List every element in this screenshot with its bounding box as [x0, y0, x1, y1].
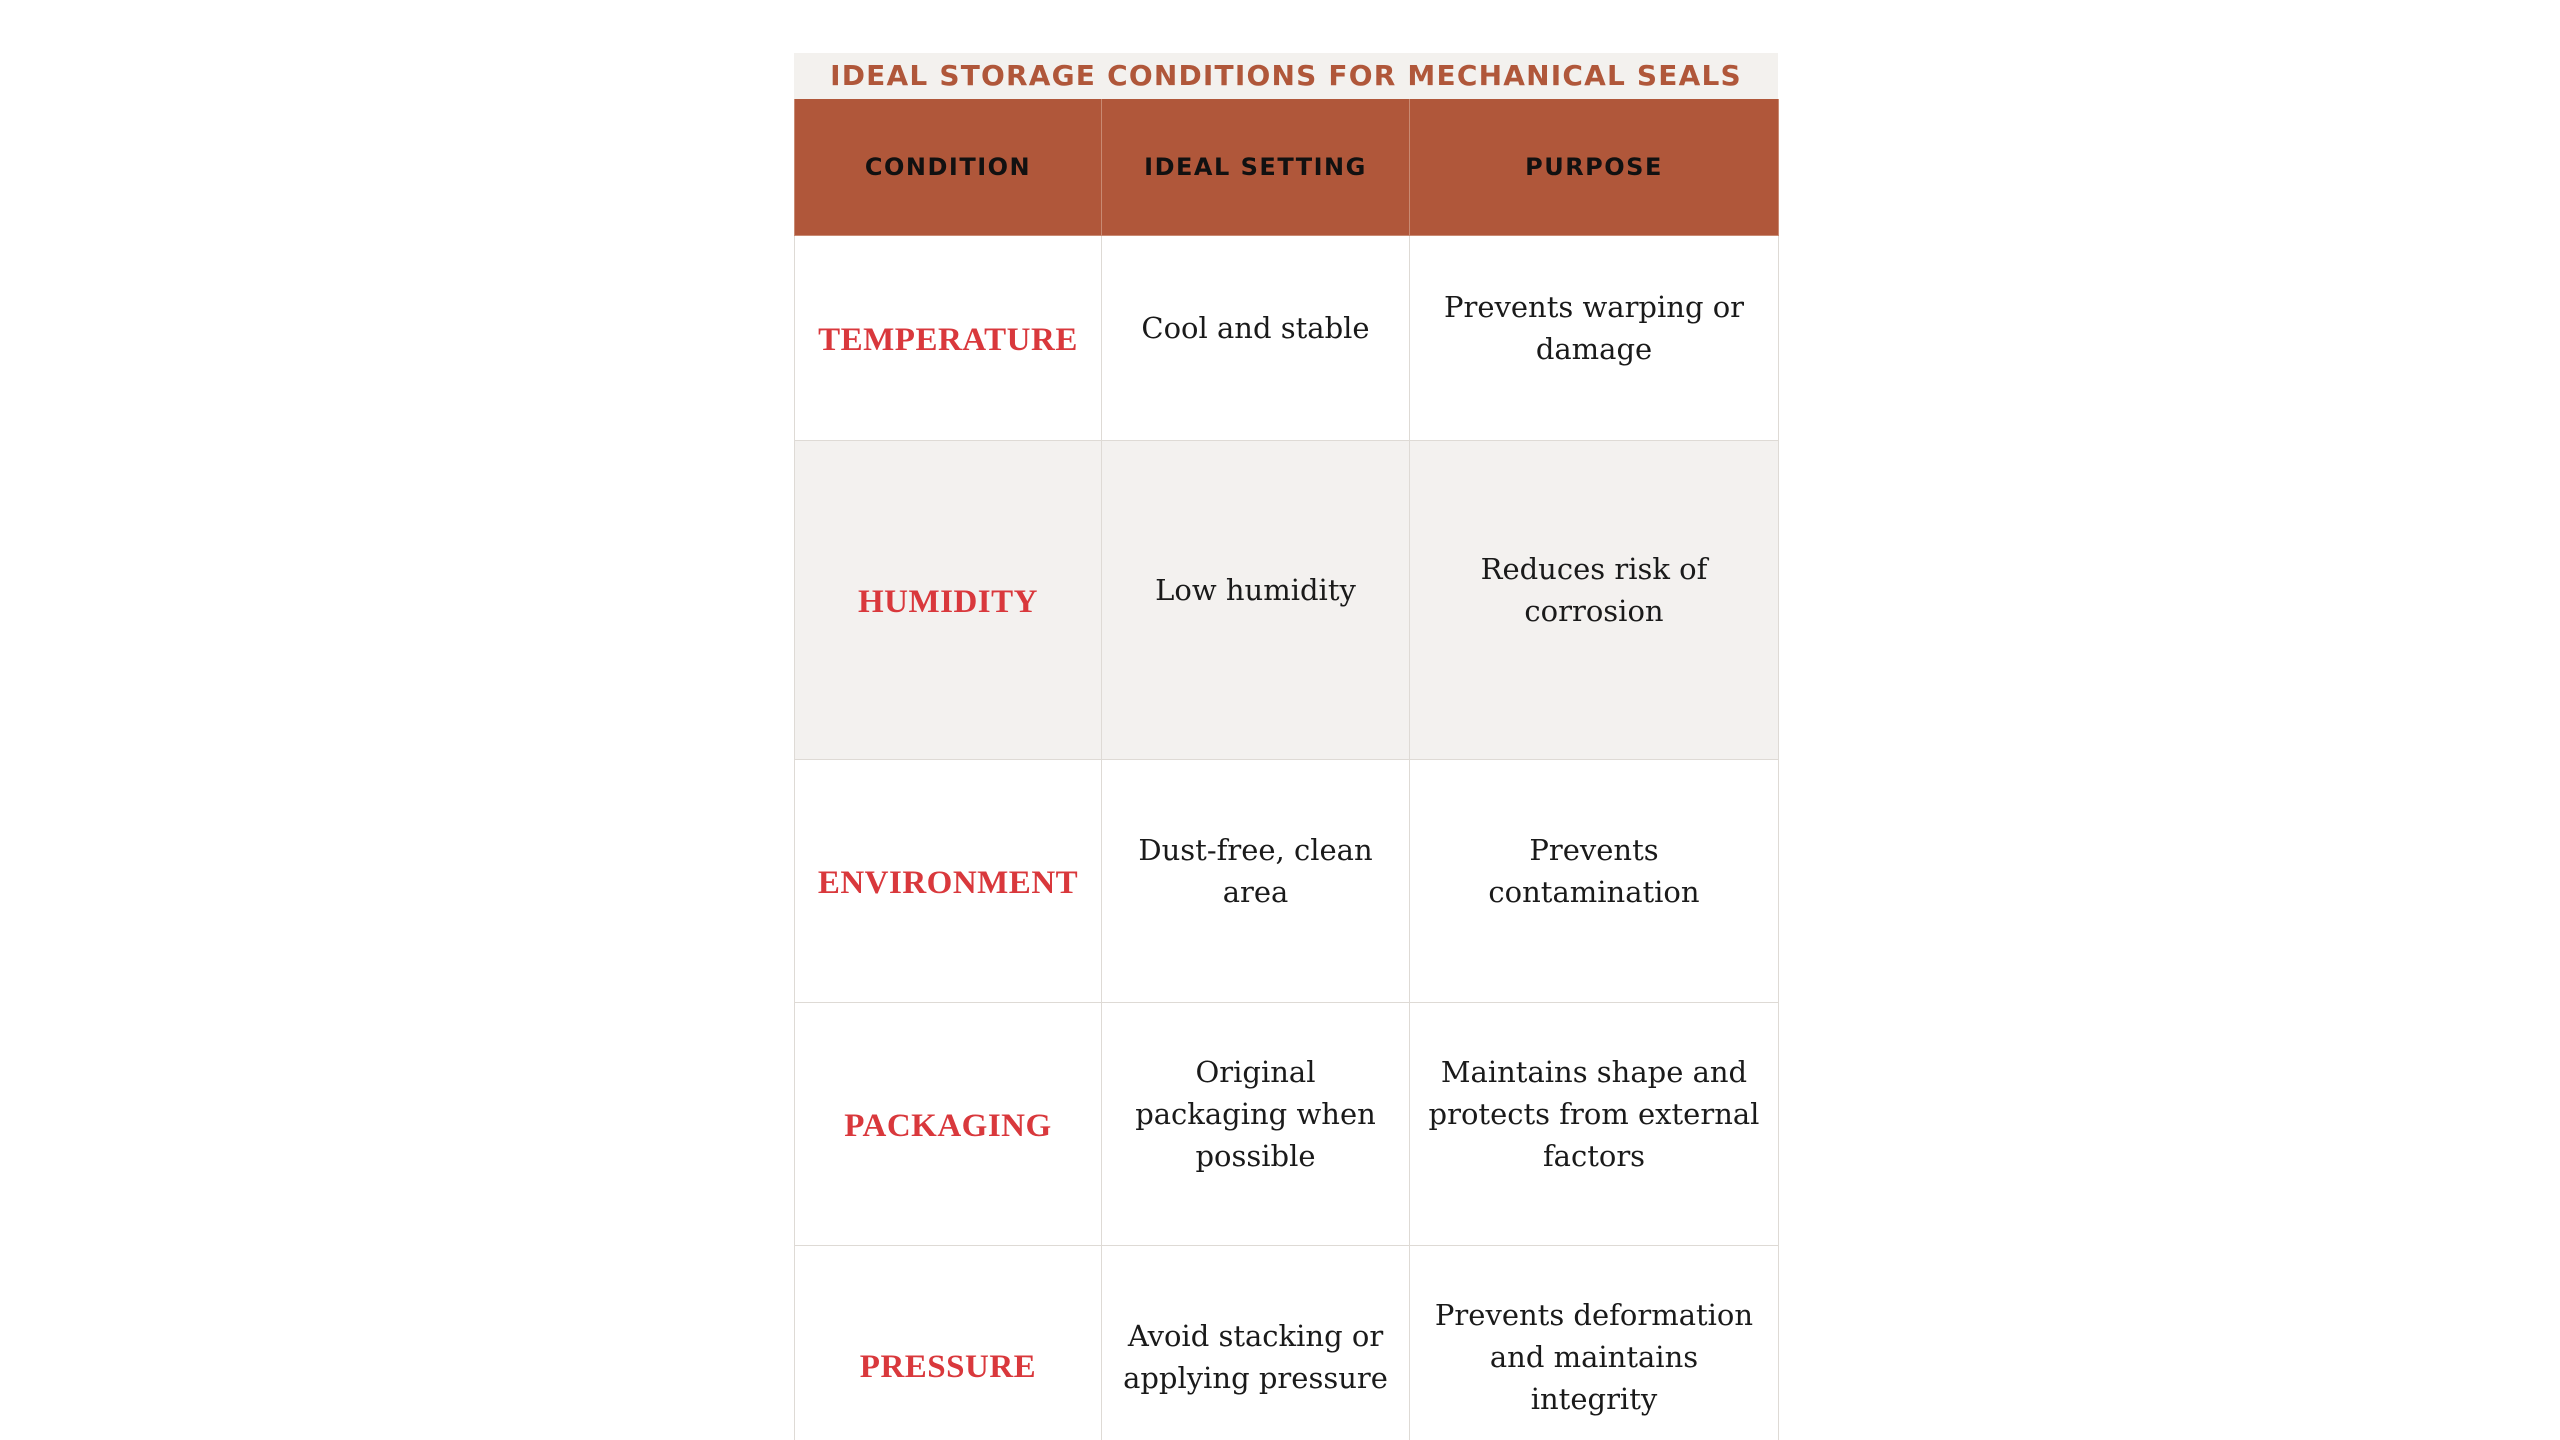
- condition-cell: TEMPERATURE: [795, 236, 1102, 441]
- purpose-cell: Reduces risk of corrosion: [1410, 441, 1779, 760]
- table-header: [795, 99, 1779, 236]
- condition-cell: PACKAGING: [795, 1003, 1102, 1246]
- setting-cell: Original packaging when possible: [1102, 1003, 1410, 1246]
- header-condition: CONDITION: [795, 99, 1102, 236]
- table-title: IDEAL STORAGE CONDITIONS FOR MECHANICAL SEALS: [794, 53, 1778, 99]
- header-ideal-setting: IDEAL SETTING: [1102, 99, 1410, 236]
- condition-cell: PRESSURE: [795, 1246, 1102, 1440]
- setting-cell: Avoid stacking or applying pressure: [1102, 1246, 1410, 1440]
- setting-cell: Low humidity: [1102, 441, 1410, 760]
- setting-cell: Dust-free, clean area: [1102, 760, 1410, 1003]
- table-body: [795, 236, 1779, 1440]
- purpose-cell: Prevents deformation and maintains integrity: [1410, 1246, 1779, 1440]
- purpose-cell: Prevents warping or damage: [1410, 236, 1779, 441]
- header-purpose: PURPOSE: [1410, 99, 1779, 236]
- table-row: [795, 441, 1779, 760]
- table-row: [795, 236, 1779, 441]
- table-row: [795, 1003, 1779, 1246]
- purpose-cell: Maintains shape and protects from external factors: [1410, 1003, 1779, 1246]
- condition-cell: HUMIDITY: [795, 441, 1102, 760]
- header-row: [795, 99, 1779, 236]
- table-row: [795, 760, 1779, 1003]
- condition-cell: ENVIRONMENT: [795, 760, 1102, 1003]
- purpose-cell: Prevents contamination: [1410, 760, 1779, 1003]
- table-row: [795, 1246, 1779, 1440]
- setting-cell: Cool and stable: [1102, 236, 1410, 441]
- storage-conditions-table: [794, 99, 1779, 1440]
